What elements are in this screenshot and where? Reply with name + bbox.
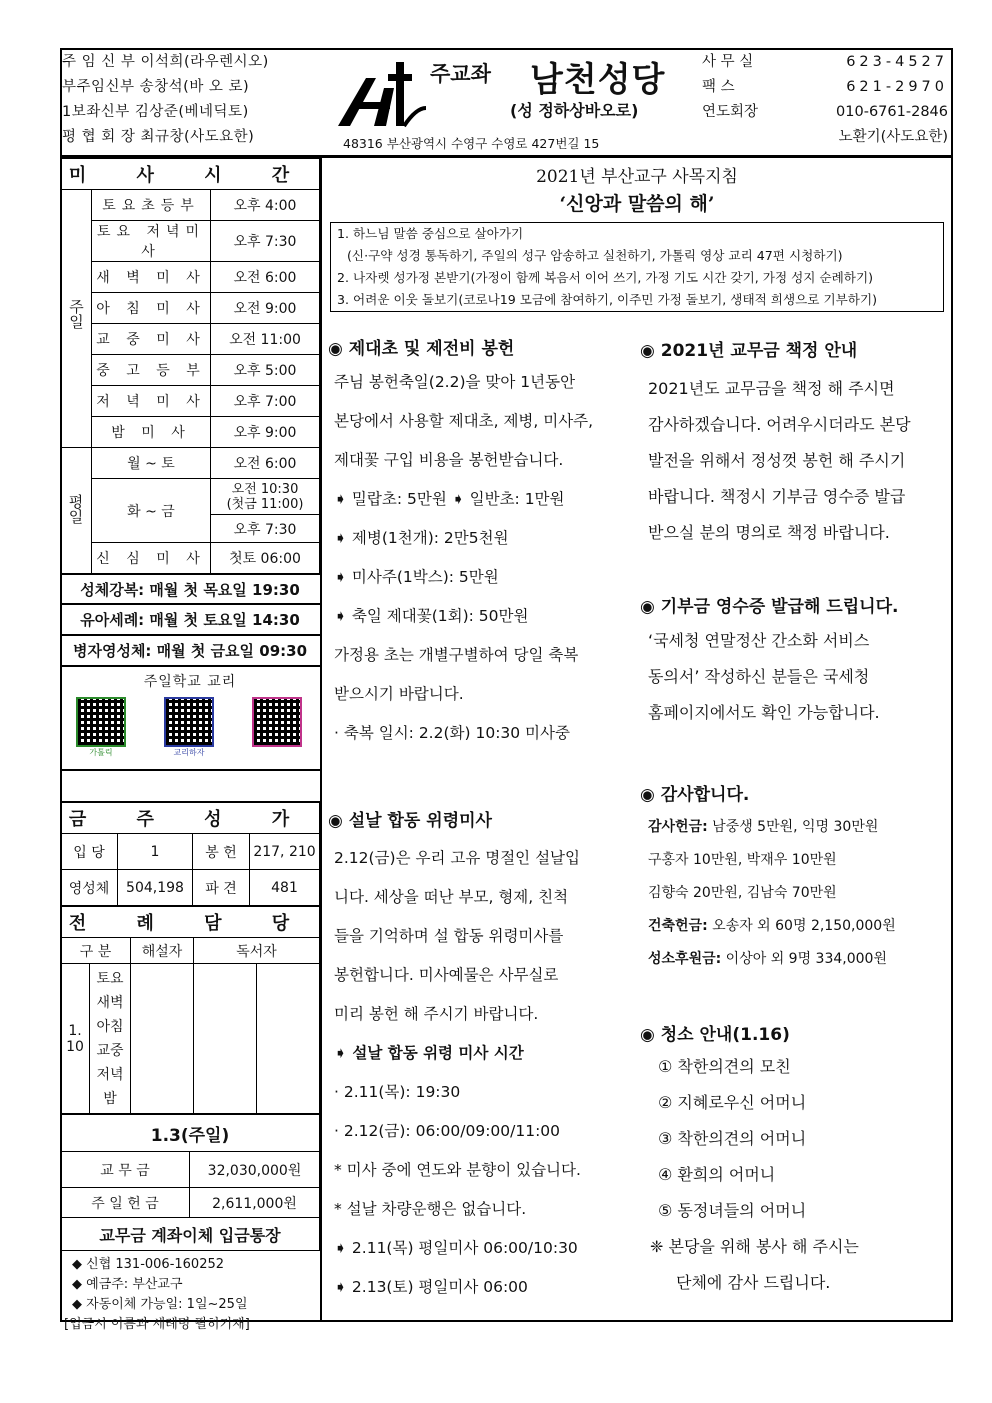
thanks-section [640, 780, 948, 976]
mass-title: 미 사 시 간 [61, 159, 320, 190]
section-title: ◉ 감사합니다. [640, 785, 750, 805]
qr-title: 주일학교 교리 [143, 674, 237, 690]
mass-time: 오전 6:00 [211, 262, 320, 293]
offering-label: 교 무 금 [61, 1152, 190, 1188]
hymn-label: 봉 헌 [193, 834, 250, 870]
clergy-line: 부주임신부 송창석(바 오 로) [62, 79, 250, 95]
mass-name: 토요 저녁미사 [92, 221, 211, 262]
clergy-line: 평 협 회 장 최규창(사도요한) [62, 129, 255, 145]
account-line: ◆ 예금주: 부산교구 [72, 1277, 183, 1292]
receipt-section [640, 592, 948, 731]
section-title: ◉ 기부금 영수증 발급해 드립니다. [640, 597, 899, 617]
mass-name: 밤 미 사 [92, 417, 211, 448]
section-title: ◉ 청소 안내(1.16) [640, 1025, 790, 1045]
account-title: 교무금 계좌이체 입금통장 [61, 1218, 320, 1251]
hymn-value: 481 [250, 870, 320, 906]
mass-name: 새 벽 미 사 [92, 262, 211, 293]
mass-time: 오후 9:00 [211, 417, 320, 448]
main-heading [322, 162, 952, 216]
account-info [60, 1251, 320, 1335]
guideline: 3. 어려운 이웃 돌보기(코로나19 모금에 참여하기, 이주민 가정 돌보기, 생태적 희생으로 기부하기) [337, 292, 878, 307]
liturgy-date: 1. 10 [61, 964, 90, 1114]
sunday-label: 주일 [61, 190, 92, 448]
parish-address: 48316 부산광역시 수영구 수영로 427번길 15 [343, 136, 600, 151]
section-body: ① 착한의견의 모친 ② 지혜로우신 어머니 ③ 착한의견의 어머니 ④ 환희의 어머니 ⑤ 동정녀들의 어머니 ❈ 본당을 위해 봉사 해 주시는 단체에 감사 드립니다. [650, 1057, 859, 1292]
section-body: 주님 봉헌축일(2.2)을 맞아 1년동안 본당에서 사용할 제대초, 제병, 미사주, 제대꽃 구입 비용을 봉헌받습니다. ➧ 밀랍초: 5만원 ➧ 일반초: 1만원 ➧ 제병(1천개): 2만5천원 ➧ 미사주(1박스): 5만원 ➧ 축일 제대꽃(1회): 50만원 가정용 초는 개별구별하여 당일 축복 받으시기 바랍니다. · 축복 일시: 2.2(화) 10:30 미사중 [334, 373, 594, 742]
offering-value: 2,611,000원 [190, 1188, 320, 1218]
offering-title: 1.3(주일) [61, 1115, 320, 1152]
mass-time: 오후 4:00 [211, 190, 320, 221]
special-mass: 유아세례: 매월 첫 토요일 14:30 [60, 605, 320, 636]
contact-name-row: 노환기(사도요한) [838, 129, 948, 145]
candle-section [328, 334, 628, 753]
liturgy-cell [256, 964, 319, 1114]
qr-code[interactable] [252, 697, 302, 757]
liturgy-rows: 토요 새벽 아침 교중 저녁 밤 [90, 964, 131, 1114]
mass-time: 오전 9:00 [211, 293, 320, 324]
account-line: ◆ 신협 131-006-160252 [72, 1257, 225, 1272]
clergy-line: 주 임 신 부 이석희(라우렌시오) [62, 54, 269, 70]
liturgy-cell [131, 964, 194, 1114]
hymn-label: 영성체 [61, 870, 118, 906]
mass-time: 오후 7:00 [211, 386, 320, 417]
parish-prefix: 주교좌 [430, 62, 491, 86]
cleaning-section [640, 1020, 948, 1301]
liturgy-col: 구 분 [61, 938, 131, 964]
mass-name: 토요초등부 [92, 190, 211, 221]
section-title: ◉ 2021년 교무금 책정 안내 [640, 341, 858, 361]
section-body: 2021년도 교무금을 책정 해 주시면 감사하겠습니다. 어려우시더라도 본당 발전을 위해서 정성껏 봉헌 해 주시기 바랍니다. 책정시 기부금 영수증 발급 받으실 분의 명의로 책정 바랍니다. [648, 379, 911, 542]
spacer [60, 771, 320, 801]
offering-value: 32,030,000원 [190, 1152, 320, 1188]
parish-name: 남천성당 [530, 60, 666, 100]
parish-subtitle: (성 정하상바오로) [510, 101, 639, 120]
mass-time: 오전 6:00 [211, 448, 320, 479]
mass-time: 오후 7:30 [211, 515, 320, 543]
mass-time: 오전 10:30 (첫금 11:00) [211, 479, 320, 515]
offering-label: 주 일 헌 금 [61, 1188, 190, 1218]
guideline: 2. 나자렛 성가정 본받기(가정이 함께 복음서 이어 쓰기, 가정 기도 시간 갖기, 가정 성지 순례하기) [337, 270, 874, 285]
section-body: 2.12(금)은 우리 고유 명절인 설날입 니다. 세상을 떠난 부모, 형제, 친척 들을 기억하며 설 합동 위령미사를 봉헌합니다. 미사예물은 사무실로 미리 봉헌 해 주시기 바랍니다. ➧ 설날 합동 위령 미사 시간 · 2.11(목): 19:30 · 2.12(금): 06:00/09:00/11:00 * 미사 중에 연도와 분향이 있습니다. * 설날 차량운행은 없습니다. ➧ 2.11(목) 평일미사 06:00/10:30 ➧ 2.13(토) 평일미사 06:00 [334, 849, 581, 1296]
section-title: ◉ 설날 합동 위령미사 [328, 811, 492, 831]
left-column [60, 158, 322, 1332]
special-mass: 병자영성체: 매월 첫 금요일 09:30 [60, 636, 320, 667]
liturgy-table [60, 906, 320, 1114]
heading-line2: ‘신앙과 말씀의 해’ [559, 193, 715, 215]
mass-name: 신 심 미 사 [92, 543, 211, 574]
mass-time: 오전 11:00 [211, 324, 320, 355]
hymn-title: 금 주 성 가 [61, 802, 320, 834]
account-line: ◆ 자동이체 가능일: 1일~25일 [72, 1297, 248, 1312]
contact-office: 사 무 실 623-4527 [702, 54, 948, 70]
contact-list [702, 50, 948, 150]
hymn-table [60, 801, 320, 906]
guideline: (신·구약 성경 통독하기, 주일의 성구 암송하고 실천하기, 가톨릭 영상 교리 47편 시청하기) [347, 248, 843, 263]
contact-fax: 팩 스 621-2970 [702, 79, 948, 95]
qr-code[interactable]: 가톨릭 [76, 697, 126, 757]
hymn-label: 파 견 [193, 870, 250, 906]
mass-time: 오후 7:30 [211, 221, 320, 262]
liturgy-title: 전 례 담 당 [61, 907, 320, 938]
hymn-value: 504,198 [118, 870, 193, 906]
guideline: 1. 하느님 말씀 중심으로 살아가기 [337, 226, 524, 241]
heading-line1: 2021년 부산교구 사목지침 [536, 167, 738, 187]
clergy-line: 1보좌신부 김상준(베네딕토) [62, 104, 249, 120]
contact-funeral: 연도회장 010-6761-2846 [702, 104, 948, 120]
liturgy-col: 해설자 [131, 938, 194, 964]
hymn-value: 217, 210 [250, 834, 320, 870]
mass-time: 오후 5:00 [211, 355, 320, 386]
liturgy-col: 독서자 [194, 938, 320, 964]
mass-name: 화 ~ 금 [92, 479, 211, 543]
lunar-section [328, 806, 628, 1307]
parish-logo [336, 58, 426, 128]
mass-name: 교 중 미 사 [92, 324, 211, 355]
mass-name: 아 침 미 사 [92, 293, 211, 324]
section-body: ‘국세청 연말정산 간소화 서비스 동의서’ 작성하신 분들은 국세청 홈페이지에서도 확인 가능합니다. [648, 631, 880, 722]
mass-name: 월 ~ 토 [92, 448, 211, 479]
liturgy-cell [194, 964, 257, 1114]
mass-name: 저 녁 미 사 [92, 386, 211, 417]
qr-section [60, 667, 320, 771]
account-line: [입금시 이름과 세례명 필히기재] [64, 1317, 250, 1332]
mass-time: 첫토 06:00 [211, 543, 320, 574]
section-body: 감사헌금: 남중생 5만원, 익명 30만원 구홍자 10만원, 박재우 10만원 김향숙 20만원, 김남숙 70만원 건축헌금: 오송자 외 60명 2,150,000원 성소후원금: 이상아 외 9명 334,000원 [648, 819, 896, 967]
clergy-list [62, 50, 319, 154]
section-title: ◉ 제대초 및 제전비 봉헌 [328, 339, 515, 359]
mass-name: 중 고 등 부 [92, 355, 211, 386]
special-mass: 성체강복: 매월 첫 목요일 19:30 [60, 574, 320, 605]
hymn-value: 1 [118, 834, 193, 870]
offering-table [60, 1114, 320, 1251]
hymn-label: 입 당 [61, 834, 118, 870]
guidelines-box [330, 222, 944, 312]
weekday-label: 평일 [61, 448, 92, 574]
mass-schedule-table [60, 158, 320, 574]
qr-code[interactable]: 교리하자 [164, 697, 214, 757]
dues-section [640, 336, 948, 551]
